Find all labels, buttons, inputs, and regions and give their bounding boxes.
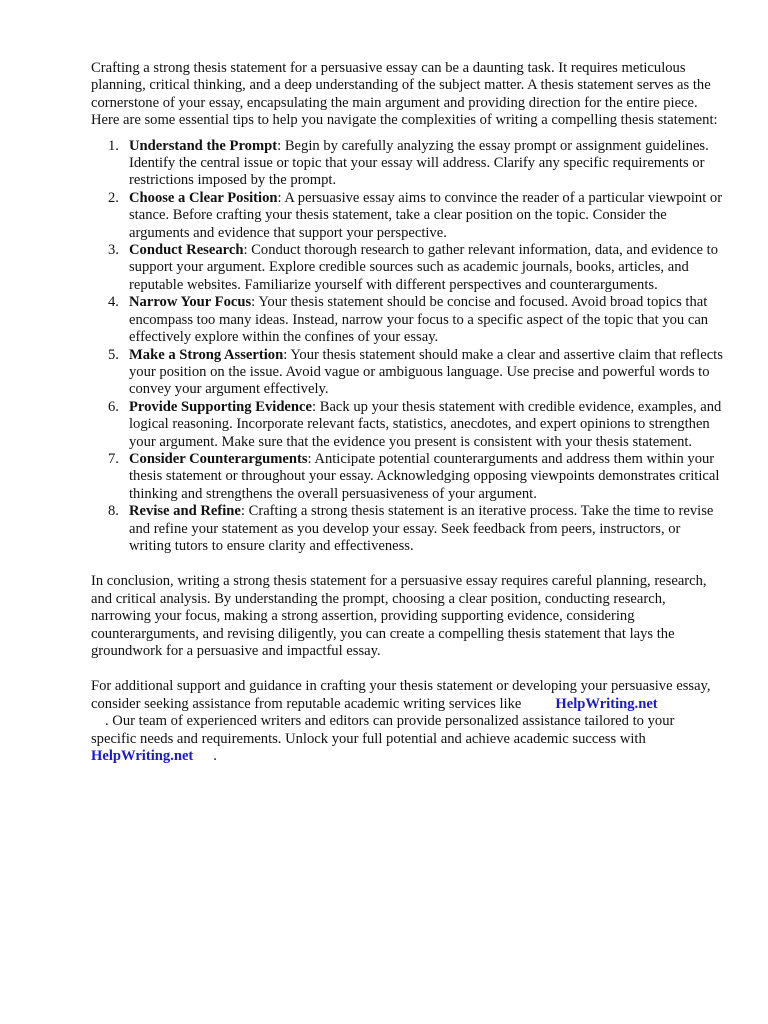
list-item: 5. Make a Strong Assertion: Your thesis statement should make a clear and assertive claim that reflects your position on the issue. Avoid vague or ambiguous language. Use precise and powerful words to convey your argument effectively. (108, 346, 723, 398)
item-number: 2. (108, 189, 119, 206)
item-number: 5. (108, 346, 119, 363)
item-text: Back up your thesis statement with credible evidence, examples, and logical reasoning. Incorporate relevant facts, statistics, anecdotes, and expert opinions to strengthen your argument. Make sure that the evidence you present is consistent with your thesis statement. (129, 398, 722, 450)
item-number: 8. (108, 503, 119, 520)
list-item: 6. Provide Supporting Evidence: Back up your thesis statement with credible evidence, examples, and logical reasoning. Incorporate relevant facts, statistics, anecdotes, and expert opinions to strengthen your argument. Make sure that the evidence you present is consistent with your thesis statement. (108, 398, 722, 450)
list-item: 7. Consider Counterarguments: Anticipate potential counterarguments and address them within your thesis statement or throughout your essay. Acknowledging opposing viewpoints demonstrates critical thinking and strengthens the overall persuasiveness of your argument. (108, 450, 720, 502)
closing-paragraph (91, 678, 723, 765)
item-title: Conduct Research (129, 242, 244, 259)
item-text: Your thesis statement should make a clear and assertive claim that reflects your position on the issue. Avoid vague or ambiguous language. Use precise and powerful words to convey your argument effectively. (129, 346, 723, 398)
item-number: 3. (108, 242, 119, 259)
item-text: A persuasive essay aims to convince the reader of a particular viewpoint or stance. Before crafting your thesis statement, take a clear position on the topic. Consider the arguments and evidence that support your perspective. (129, 189, 723, 241)
item-title: Understand the Prompt (129, 137, 278, 154)
item-text: Anticipate potential counterarguments and address them within your thesis statement or throughout your essay. Acknowledging opposing viewpoints demonstrates critical thinking and strengthens the overall persuasiveness of your argument. (129, 450, 720, 502)
intro-paragraph: Crafting a strong thesis statement for a persuasive essay can be a daunting task. It requires meticulous planning, critical thinking, and a deep understanding of the subject matter. A thesis statement serves as the cornerstone of your essay, encapsulating the main argument and providing direction for the entire piece. Here are some essential tips to help you navigate the complexities of writing a compelling thesis statement: (91, 60, 718, 129)
closing-text-1: For additional support and guidance in crafting your thesis statement or developing your persuasive essay, consider seeking assistance from reputable academic writing services like (91, 678, 711, 712)
item-text: Conduct thorough research to gather relevant information, data, and evidence to support your argument. Explore credible sources such as academic journals, books, articles, and reputable websites. Familiarize yourself with different perspectives and counterarguments. (129, 242, 718, 293)
list-item: 2. Choose a Clear Position: A persuasive essay aims to convince the reader of a particular viewpoint or stance. Before crafting your thesis statement, take a clear position on the topic. Consider the arguments and evidence that support your perspective. (108, 189, 723, 241)
item-title: Make a Strong Assertion (129, 346, 284, 363)
item-text: Your thesis statement should be concise and focused. Avoid broad topics that encompass too many ideas. Instead, narrow your focus to a specific aspect of the topic that you can effectively explore within the confines of your essay. (129, 294, 709, 346)
item-number: 7. (108, 450, 119, 467)
closing-text-2: . Our team of experienced writers and editors can provide personalized assistance tailored to your specific needs and requirements. Unlock your full potential and achieve academic success with (91, 713, 675, 747)
helpwriting-link-2[interactable]: HelpWriting.net (91, 748, 194, 765)
closing-period: . (213, 748, 217, 765)
document-page (91, 60, 723, 765)
list-item: 1. Understand the Prompt: Begin by carefully analyzing the essay prompt or assignment guidelines. Identify the central issue or topic that your essay will address. Clarify any specific requirements or restrictions imposed by the prompt. (108, 137, 709, 189)
item-text: Begin by carefully analyzing the essay prompt or assignment guidelines. Identify the central issue or topic that your essay will address. Clarify any specific requirements or restrictions imposed by the prompt. (129, 137, 709, 189)
list-item: 4. Narrow Your Focus: Your thesis statement should be concise and focused. Avoid broad topics that encompass too many ideas. Instead, narrow your focus to a specific aspect of the topic that you can effectively explore within the confines of your essay. (108, 294, 709, 346)
item-title: Narrow Your Focus (129, 294, 252, 311)
item-title: Choose a Clear Position (129, 189, 278, 206)
item-title: Revise and Refine (129, 503, 241, 520)
item-number: 6. (108, 398, 119, 415)
conclusion-paragraph: In conclusion, writing a strong thesis statement for a persuasive essay requires careful planning, research, and critical analysis. By understanding the prompt, choosing a clear position, conducting research, narrowing your focus, making a strong assertion, providing supporting evidence, considering counterarguments, and revising diligently, you can create a compelling thesis statement that lays the groundwork for a persuasive and impactful essay. (91, 573, 707, 659)
tips-list (91, 138, 723, 556)
helpwriting-link-1[interactable]: HelpWriting.net (555, 695, 658, 712)
list-item: 8. Revise and Refine: Crafting a strong thesis statement is an iterative process. Take the time to revise and refine your statement as you develop your essay. Seek feedback from peers, instructors, or writing tutors to ensure clarity and effectiveness. (108, 503, 714, 554)
item-title: Consider Counterarguments (129, 450, 308, 467)
item-text: Crafting a strong thesis statement is an iterative process. Take the time to revise and refine your statement as you develop your essay. Seek feedback from peers, instructors, or writing tutors to ensure clarity and effectiveness. (129, 503, 714, 554)
item-number: 4. (108, 294, 119, 311)
item-title: Provide Supporting Evidence (129, 398, 312, 415)
list-item: 3. Conduct Research: Conduct thorough research to gather relevant information, data, and evidence to support your argument. Explore credible sources such as academic journals, books, articles, and reputable websites. Familiarize yourself with different perspectives and counterarguments. (108, 242, 718, 293)
item-number: 1. (108, 137, 119, 154)
